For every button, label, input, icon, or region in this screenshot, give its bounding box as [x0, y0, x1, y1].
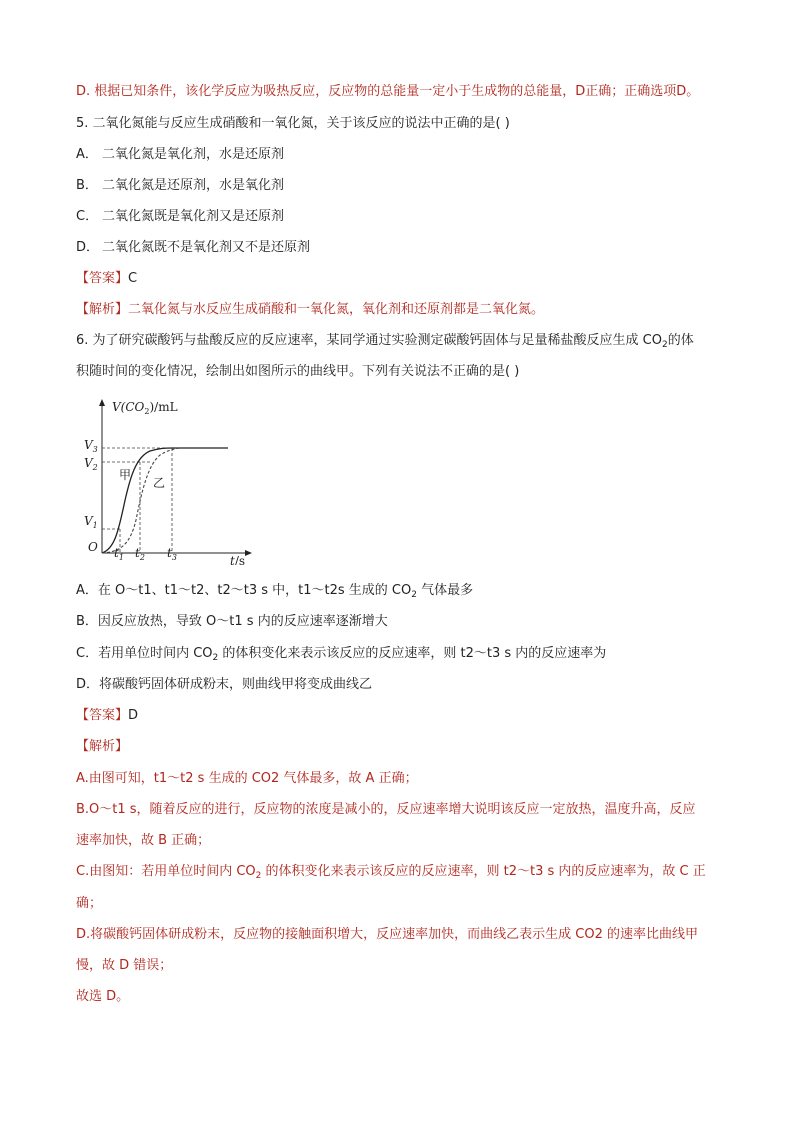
volume-time-graph — [80, 395, 260, 565]
x-axis-label: t/s — [230, 554, 246, 565]
curve-yi-label: 乙 — [153, 476, 166, 490]
q6-analysis-c1 — [76, 863, 706, 881]
y-axis-arrow — [99, 399, 105, 406]
y-axis-label: $V(CO_2)/mL$ — [112, 400, 178, 416]
answer-value: C — [128, 271, 138, 286]
v3-label: $V_3$ — [84, 438, 98, 454]
subscript: 2 — [212, 653, 219, 663]
analysis-tag: 【解析】 — [76, 739, 129, 754]
q6-analysis-c2: 确； — [76, 896, 103, 911]
option-text: 二氧化氮是氧化剂，水是还原剂 — [102, 147, 285, 162]
q6-analysis-end: 故选 D。 — [76, 989, 130, 1004]
curve-jia-label: 甲 — [119, 468, 132, 482]
curve-jia — [102, 448, 228, 553]
q5-option-a — [76, 146, 284, 164]
q6-analysis-tag — [76, 738, 128, 756]
option-letter: C． — [76, 209, 99, 224]
option-text: A．在 O～t1、t1～t2、t2～t3 s 中，t1～t2s 生成的 CO — [76, 583, 412, 598]
q6-answer — [76, 707, 138, 725]
q6-option-a — [76, 582, 473, 600]
q6-option-b: B．因反应放热，导致 O～t1 s 内的反应速率逐渐增大 — [76, 614, 388, 629]
curve-yi — [102, 448, 180, 553]
q6-stem-part: 6. 为了研究碳酸钙与盐酸反应的反应速率，某同学通过实验测定碳酸钙固体与足量稀盐酸反应生成 CO — [76, 333, 662, 348]
subscript: 2 — [255, 871, 262, 881]
option-text: 二氧化氮是还原剂，水是氧化剂 — [102, 178, 285, 193]
answer-tag: 【答案】 — [76, 271, 129, 286]
option-text: 二氧化氮既不是氧化剂又不是还原剂 — [102, 240, 311, 255]
v1-label: $V_1$ — [84, 514, 98, 530]
analysis-text: 的体积变化来表示该反应的反应速率，则 t2～t3 s 内的反应速率为，故 C 正 — [261, 864, 706, 879]
analysis-text: C.由图知：若用单位时间内 CO — [76, 864, 256, 879]
option-letter: B． — [76, 178, 98, 193]
subscript: 2 — [661, 340, 668, 350]
q5-stem: 5. 二氧化氮能与反应生成硝酸和一氧化氮，关于该反应的说法中正确的是( ) — [76, 116, 510, 131]
q6-option-c — [76, 645, 606, 663]
x-axis-arrow — [245, 550, 252, 556]
q5-answer — [76, 270, 137, 288]
q6-option-d: D．将碳酸钙固体研成粉末，则曲线甲将变成曲线乙 — [76, 677, 373, 692]
option-text: C．若用单位时间内 CO — [76, 646, 213, 661]
origin-label: O — [88, 540, 98, 554]
option-text: 的体积变化来表示该反应的反应速率，则 t2～t3 s 内的反应速率为 — [218, 646, 607, 661]
q6-analysis-d1: D.将碳酸钙固体研成粉末，反应物的接触面积增大，反应速率加快，而曲线乙表示生成 CO2 的速率比曲线甲 — [76, 927, 698, 942]
option-letter: A． — [76, 147, 98, 162]
t1-label: $t_1$ — [114, 546, 124, 562]
t3-label: $t_3$ — [167, 546, 177, 562]
q6-analysis-b1: B.O～t1 s，随着反应的进行，反应物的浓度是减小的，反应速率增大说明该反应一定放热，温度升高，反应 — [76, 802, 696, 817]
t2-label: $t_2$ — [135, 546, 145, 562]
q6-analysis-d2: 慢，故 D 错误； — [76, 958, 173, 973]
q5-option-d — [76, 239, 310, 257]
answer-value: D — [128, 708, 139, 723]
q6-stem-part: 的体 — [667, 333, 694, 348]
prev-question-d-explanation: D. 根据已知条件，该化学反应为吸热反应，反应物的总能量一定小于生成物的总能量，D正确；正确选项D。 — [76, 84, 700, 99]
option-text: 气体最多 — [416, 583, 474, 598]
analysis-text: 二氧化氮与水反应生成硝酸和一氧化氮，氧化剂和还原剂都是二氧化氮。 — [128, 302, 545, 317]
subscript: 2 — [411, 590, 417, 600]
q6-stem-line2: 积随时间的变化情况，绘制出如图所示的曲线甲。下列有关说法不正确的是( ) — [76, 364, 520, 379]
q6-analysis-a: A.由图可知，t1～t2 s 生成的 CO2 气体最多，故 A 正确； — [76, 771, 418, 786]
analysis-tag: 【解析】 — [76, 302, 129, 317]
option-letter: D． — [76, 240, 100, 255]
q5-option-b — [76, 177, 284, 195]
q5-option-c — [76, 208, 284, 226]
option-text: 二氧化氮既是氧化剂又是还原剂 — [102, 209, 285, 224]
v2-label: $V_2$ — [84, 456, 98, 472]
answer-tag: 【答案】 — [76, 708, 129, 723]
q6-stem-line1 — [76, 332, 694, 350]
q6-analysis-b2: 速率加快，故 B 正确； — [76, 833, 211, 848]
q5-analysis — [76, 301, 544, 319]
